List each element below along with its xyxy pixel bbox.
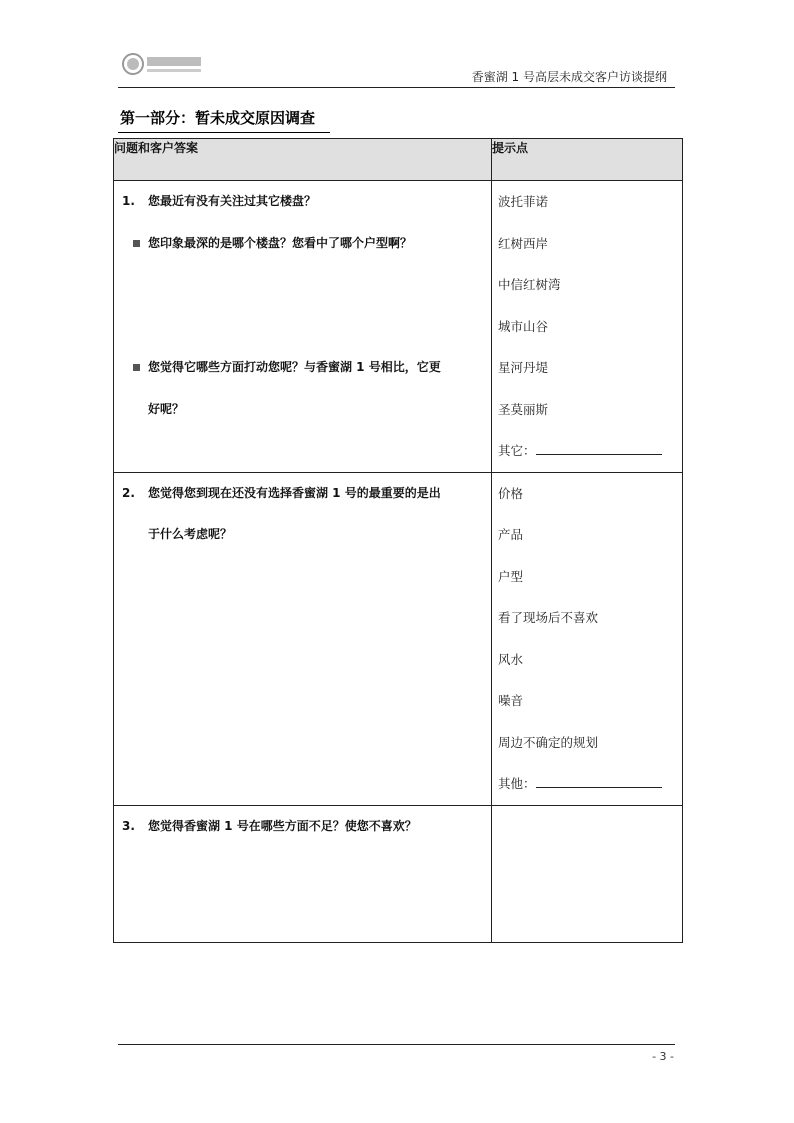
document-title: 香蜜湖 1 号高层未成交客户访谈提纲: [471, 70, 667, 84]
hint-item: 中信红树湾: [498, 277, 561, 292]
hint-item: 星河丹堤: [498, 360, 549, 375]
hint-item: 红树西岸: [498, 235, 549, 251]
hints-cell: [492, 181, 683, 473]
table-header-row: [114, 139, 683, 181]
question-cell: [114, 181, 492, 473]
question-1: [114, 181, 491, 223]
question-text: 您觉得您到现在还没有选择香蜜湖 1 号的最重要的是出: [148, 485, 441, 500]
question-cell: [114, 472, 492, 805]
table-row: [114, 805, 683, 942]
question-number: 1.: [122, 194, 135, 208]
question-text: 您觉得香蜜湖 1 号在哪些方面不足？使您不喜欢？: [148, 818, 417, 833]
table-row: [114, 181, 683, 473]
hint-item: 圣莫丽斯: [498, 401, 549, 417]
hint-item: 户型: [498, 568, 524, 584]
hint-item: 产品: [498, 527, 524, 542]
sub-question: [114, 223, 491, 265]
hint-other-label: 其他：: [498, 776, 536, 791]
column-header-question: 问题和客户答案: [114, 139, 492, 181]
sub-question: [114, 347, 491, 389]
hint-item: 风水: [498, 651, 524, 667]
fill-in-blank[interactable]: [536, 439, 662, 455]
column-header-hints: 提示点: [492, 139, 683, 181]
hint-item: 噪音: [498, 693, 524, 708]
fill-in-blank[interactable]: [536, 772, 662, 788]
header-divider: [118, 87, 675, 88]
section-title: 第一部分：暂未成交原因调查: [120, 109, 316, 127]
hint-item: 看了现场后不喜欢: [498, 610, 599, 625]
sub-question-continuation: 好呢？: [148, 401, 185, 416]
square-bullet-icon: [133, 364, 140, 371]
question-number: 2.: [122, 485, 135, 500]
logo: [121, 49, 211, 79]
hint-item: 城市山谷: [498, 318, 549, 334]
sub-question-text: 您觉得它哪些方面打动您呢？与香蜜湖 1 号相比，它更: [148, 360, 441, 374]
table-row: [114, 472, 683, 805]
question-number: 3.: [122, 818, 135, 833]
section-title-underline: [118, 132, 330, 133]
hint-item-other: [492, 430, 682, 472]
hint-item: 周边不确定的规划: [498, 734, 599, 750]
hint-item: 波托菲诺: [498, 194, 549, 209]
survey-table: [113, 138, 683, 943]
footer-divider: [118, 1044, 675, 1045]
question-3: [114, 806, 491, 848]
sub-question-text: 您印象最深的是哪个楼盘？您看中了哪个户型啊？: [148, 235, 413, 250]
hint-other-label: 其它：: [498, 443, 536, 458]
question-2: [114, 473, 491, 515]
question-continuation: 于什么考虑呢？: [148, 527, 233, 541]
hints-cell: [492, 805, 683, 942]
hint-item-other: [492, 763, 682, 805]
question-text: 您最近有没有关注过其它楼盘？: [148, 194, 317, 208]
hints-cell: [492, 472, 683, 805]
hint-item: 价格: [498, 485, 524, 501]
page-number: - 3 -: [652, 1050, 674, 1063]
square-bullet-icon: [133, 240, 140, 247]
question-cell: [114, 805, 492, 942]
